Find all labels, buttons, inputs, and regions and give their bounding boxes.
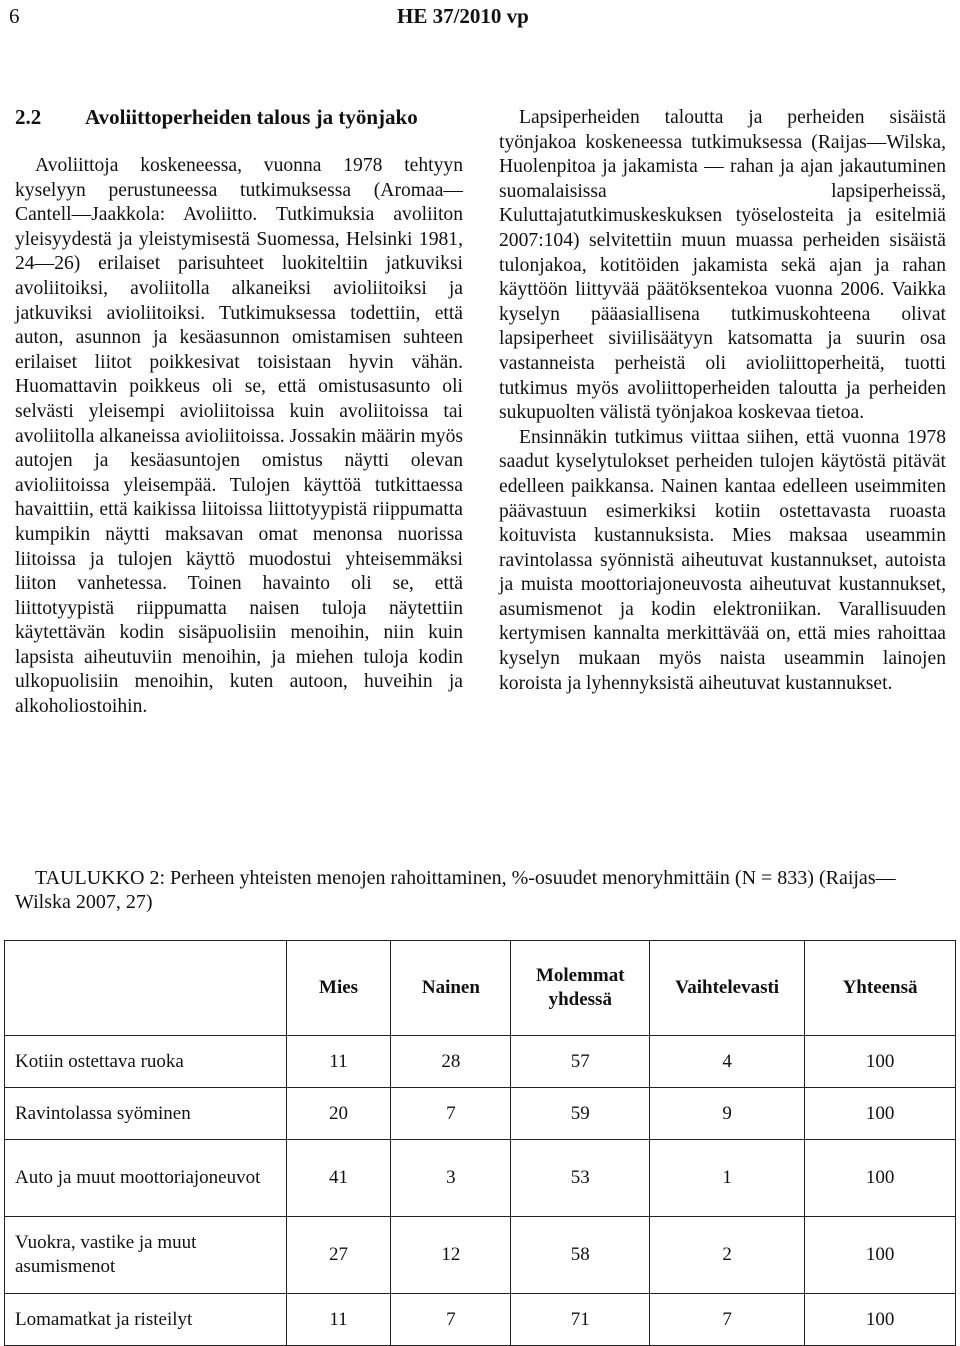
cell-nainen: 7 — [391, 1088, 511, 1140]
cell-mies: 20 — [286, 1088, 391, 1140]
cell-molemmat: 58 — [511, 1217, 650, 1294]
cell-vaihtelevasti: 7 — [650, 1294, 805, 1346]
cell-vaihtelevasti: 9 — [650, 1088, 805, 1140]
page-header — [0, 2, 960, 32]
cell-mies: 27 — [286, 1217, 391, 1294]
cell-vaihtelevasti: 4 — [650, 1036, 805, 1088]
row-label: Ravintolassa syöminen — [5, 1088, 287, 1140]
cell-yhteensa: 100 — [805, 1140, 956, 1217]
section-heading — [15, 104, 463, 130]
table-row — [5, 1036, 956, 1088]
cell-mies: 11 — [286, 1294, 391, 1346]
right-column — [499, 106, 946, 696]
cell-yhteensa: 100 — [805, 1036, 956, 1088]
section-number: 2.2 — [15, 105, 42, 129]
row-label: Kotiin ostettava ruoka — [5, 1036, 287, 1088]
table-header-row — [5, 941, 956, 1036]
row-label: Auto ja muut moottoriajoneuvot — [5, 1140, 287, 1217]
table-caption: TAULUKKO 2: Perheen yhteisten menojen rahoittaminen, %-osuudet menoryhmittäin (N = 833) (Raijas—Wilska 2007, 27) — [15, 867, 896, 913]
cell-vaihtelevasti: 2 — [650, 1217, 805, 1294]
cell-yhteensa: 100 — [805, 1217, 956, 1294]
section-title: Avoliittoperheiden talous ja työnjako — [85, 105, 418, 129]
header-cell-vaihtelevasti: Vaihtelevasti — [650, 941, 805, 1036]
table-row — [5, 1088, 956, 1140]
table-row — [5, 1294, 956, 1346]
table-row — [5, 1217, 956, 1294]
row-label: Lomamatkat ja risteilyt — [5, 1294, 287, 1346]
left-column — [15, 104, 463, 720]
left-paragraph-1: Avoliittoja koskeneessa, vuonna 1978 tehtyyn kyselyyn perustuneessa tutkimuksessa (Aromaa—Cantell—Jaakkola: Avoliitto. Tutkimuksia avoliiton yleisyydestä ja yleistymisestä Suomessa, Helsinki 1981, 24—26) erilaiset parisuhteet luokiteltiin jatkuviksi avoliitoiksi, avoliitolla alkaneiksi avioliitoiksi ja jatkuviksi avioliitoiksi. Tutkimuksessa todettiin, että auton, asunnon ja kesäasunnon omistamisen suhteen erilaiset liitot poikkesivat toisistaan hyvin vähän. Huomattavin poikkeus oli se, että omistusasunto oli selvästi yleisempi avioliitoissa kuin avoliitoissa tai avoliitolla alkaneissa avioliitoissa. Jossakin määrin myös autojen ja kesäasuntojen omistus näytti olevan avioliitoissa yleisempää. Tulojen käyttöä tutkittaessa havaittiin, että kaikissa liitoissa liittotyypistä riippumatta kumpikin näytti maksavan omat menonsa nuorissa liitoissa ja tulojen käyttö muodostui yhteisemmäksi liiton vanhetessa. Toinen havainto oli se, että liittotyypistä riippumatta naisen tuloja näytettiin käytettävän kodin sisäpuolisiin menoihin, niin kuin lapsista aiheutuviin menoihin, ja miehen tuloja kodin ulkopuolisiin menoihin, kuten autoon, huveihin ja alkoholiostoihin. — [15, 155, 463, 718]
cell-molemmat: 53 — [511, 1140, 650, 1217]
right-paragraph-1: Lapsiperheiden taloutta ja perheiden sisäistä työnjakoa koskeneessa tutkimuksessa (Raijas—Wilska, Huolenpitoa ja jakamista — rahan ja ajan jakautuminen suomalaisissa lapsiperheissä, Kuluttajatutkimuskeskuksen työselosteita ja esitelmiä 2007:104) selvitettiin muun muassa perheiden sisäistä tulonjakoa, kotitöiden jakamista sekä ajan ja rahan käyttöön liittyvää päätöksentekoa vuonna 2006. Vaikka kyselyn pääasiallisena tutkimuskohteena olivat lapsiperheet siviilisäätyyn katsomatta ja suurin osa vastanneista perheistä oli avioliittoperheitä, tuotti tutkimus myös avoliittoperheiden taloutta ja perheiden sukupuolten välistä työnjakoa koskevaa tietoa. — [499, 107, 946, 424]
cell-nainen: 3 — [391, 1140, 511, 1217]
cell-nainen: 7 — [391, 1294, 511, 1346]
cell-yhteensa: 100 — [805, 1294, 956, 1346]
expense-table — [4, 940, 956, 1346]
cell-mies: 41 — [286, 1140, 391, 1217]
cell-nainen: 12 — [391, 1217, 511, 1294]
header-cell-nainen: Nainen — [391, 941, 511, 1036]
cell-molemmat: 71 — [511, 1294, 650, 1346]
header-cell-mies: Mies — [286, 941, 391, 1036]
cell-mies: 11 — [286, 1036, 391, 1088]
header-cell-yhteensa: Yhteensä — [805, 941, 956, 1036]
cell-vaihtelevasti: 1 — [650, 1140, 805, 1217]
header-cell-molemmat: Molemmat yhdessä — [511, 941, 650, 1036]
cell-molemmat: 59 — [511, 1088, 650, 1140]
cell-yhteensa: 100 — [805, 1088, 956, 1140]
document-reference: HE 37/2010 vp — [397, 4, 529, 28]
cell-nainen: 28 — [391, 1036, 511, 1088]
page-number: 6 — [9, 4, 20, 28]
cell-molemmat: 57 — [511, 1036, 650, 1088]
right-paragraph-2: Ensinnäkin tutkimus viittaa siihen, että vuonna 1978 saadut kyselytulokset perheiden tulojen käytöstä pitävät edelleen paikkansa. Nainen kantaa edelleen useimmiten päävastuun esimerkiksi kotiin ostettavasta ruoasta koituvista kustannuksista. Mies maksaa useammin ravintolassa syönnistä aiheutuvat kustannukset, autoista ja muista moottoriajoneuvosta aiheutuvat kustannukset, asumismenot ja kodin elektroniikan. Varallisuuden kertymisen kannalta merkittävää on, että mies rahoittaa kyselyn mukaan myös naista useammin lainojen koroista ja lyhennyksistä aiheutuvat kustannukset. — [499, 426, 946, 694]
table-row — [5, 1140, 956, 1217]
header-cell-empty — [5, 941, 287, 1036]
row-label: Vuokra, vastike ja muut asumismenot — [5, 1217, 287, 1294]
